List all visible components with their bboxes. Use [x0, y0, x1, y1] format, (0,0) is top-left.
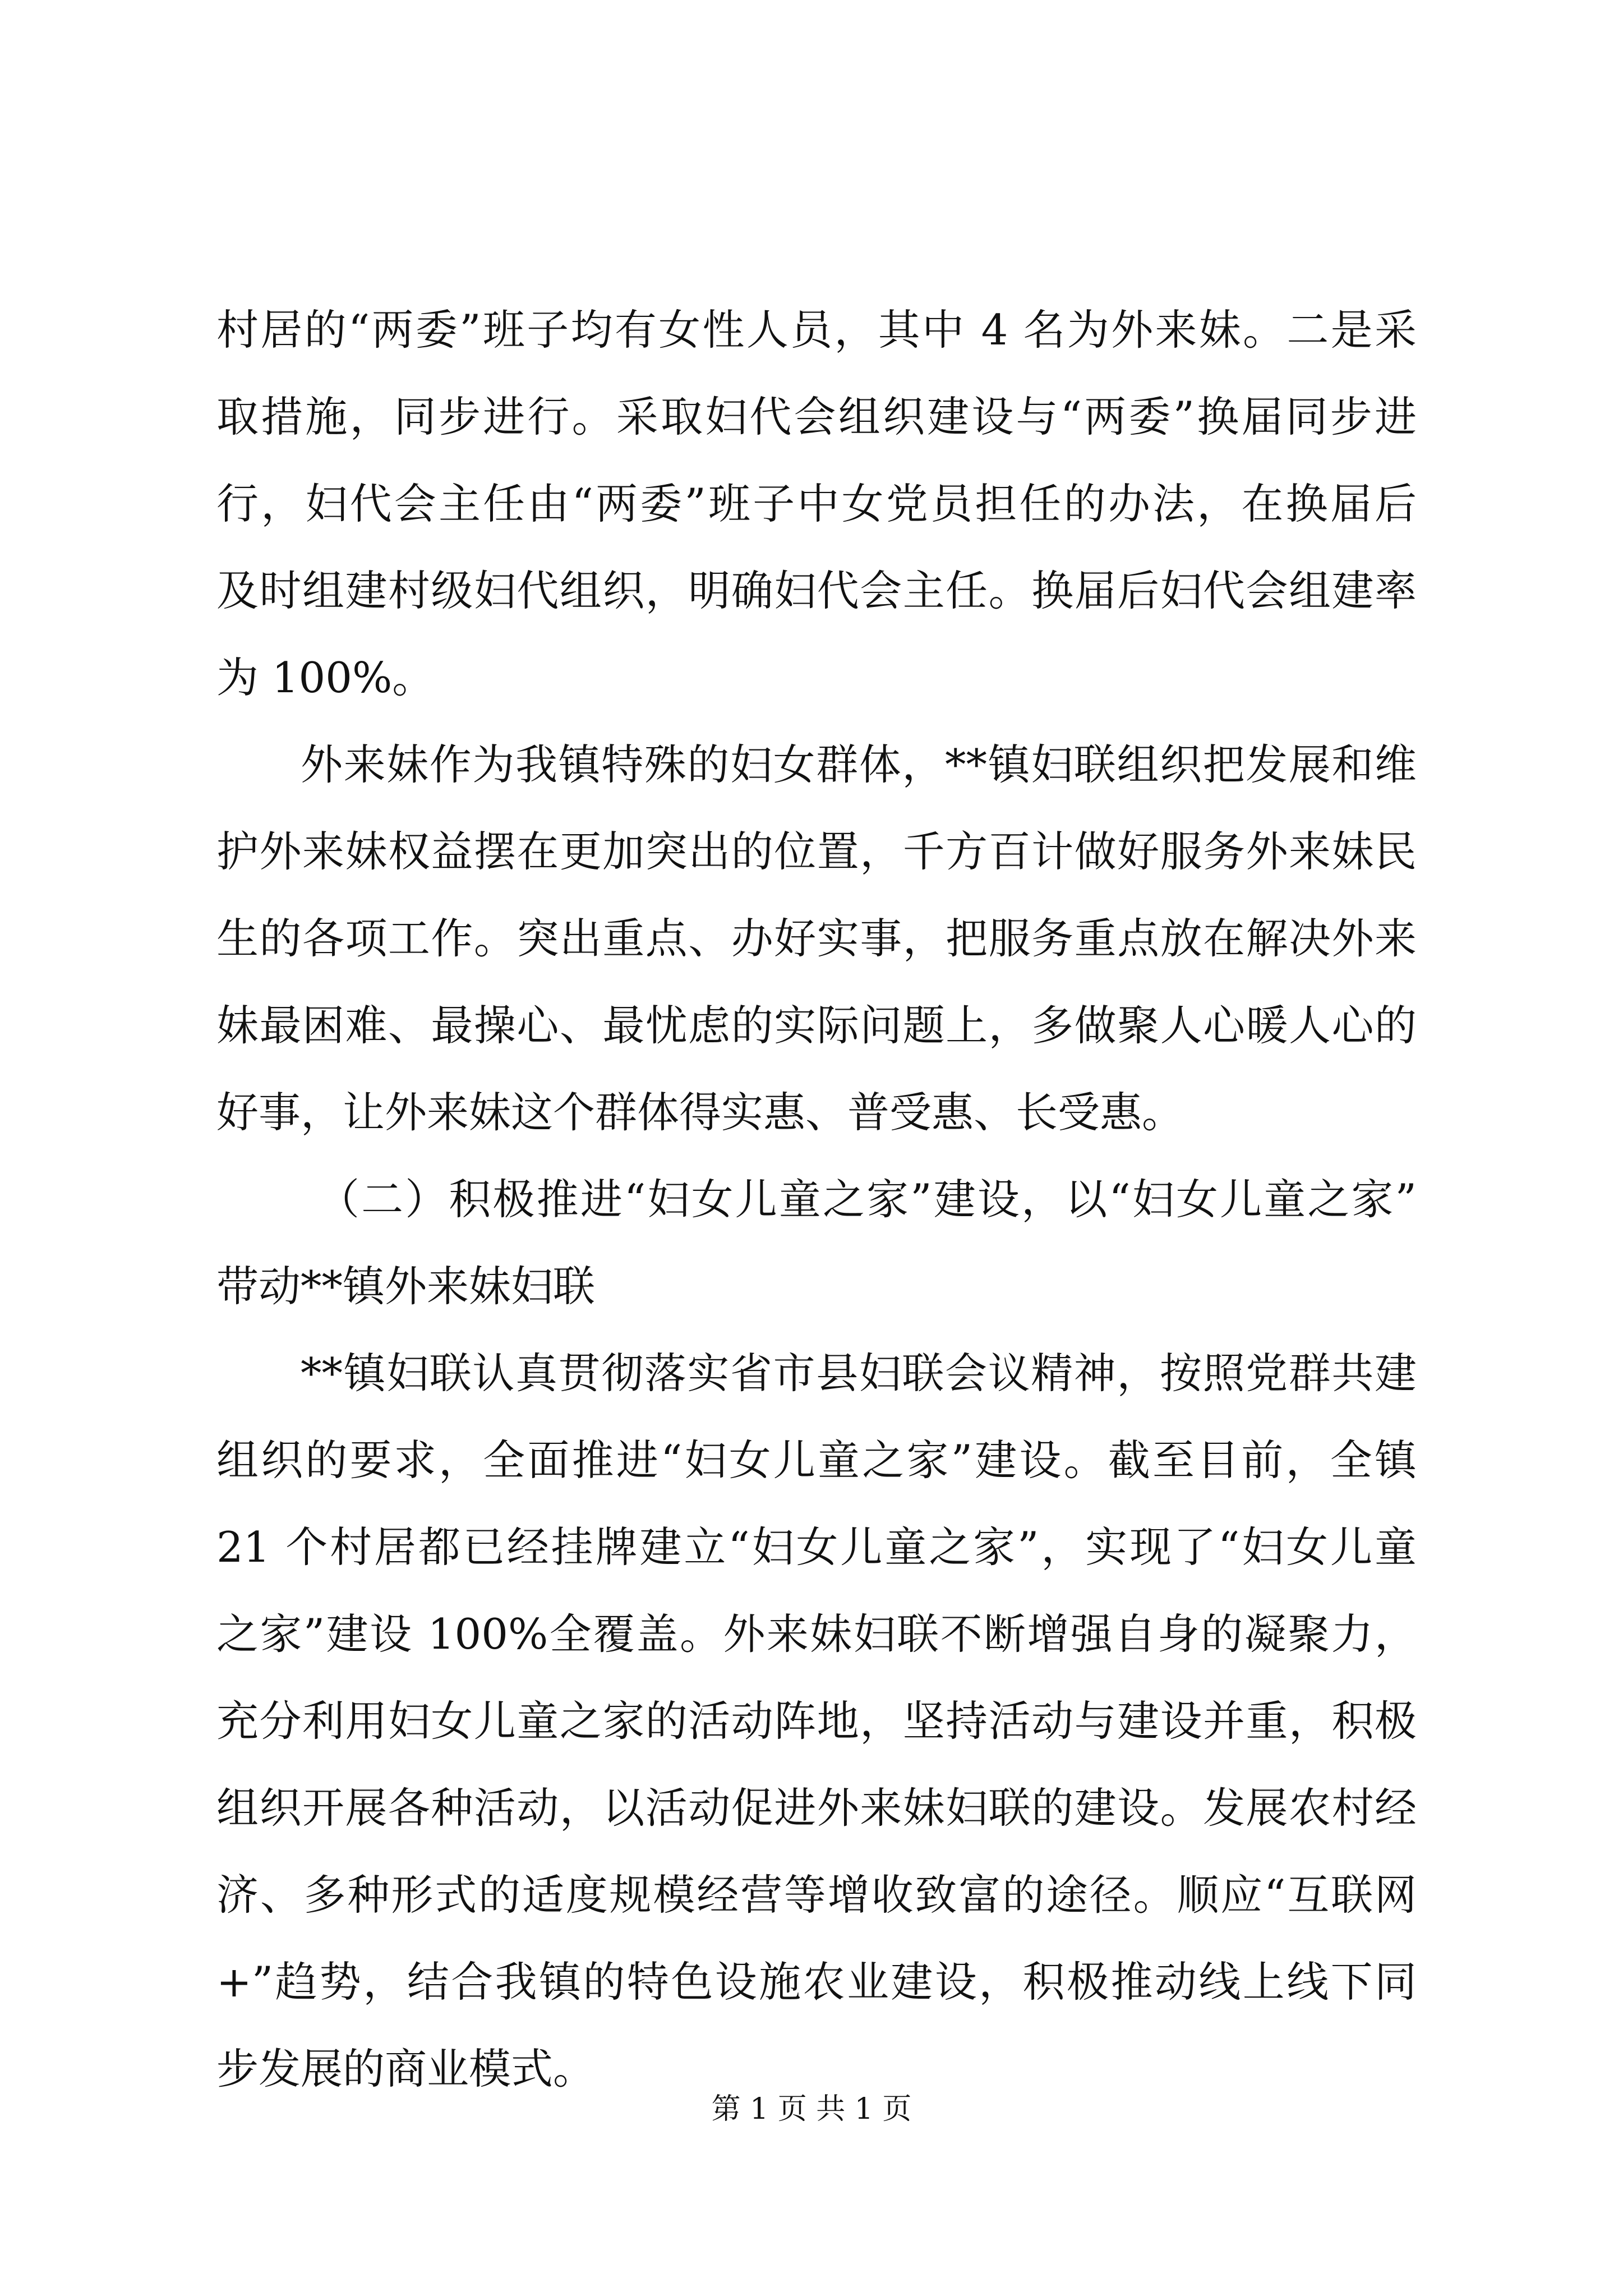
section-heading: 带动**镇外来妹妇联 — [216, 1262, 596, 1311]
paragraph-line: 组织的要求，全面推进“妇女儿童之家”建设。截至目前，全镇 — [216, 1435, 1417, 1485]
paragraph-line: 生的各项工作。突出重点、办好实事，把服务重点放在解决外来 — [216, 914, 1417, 963]
paragraph-line: 护外来妹权益摆在更加突出的位置，千方百计做好服务外来妹民 — [216, 827, 1417, 876]
paragraph-line: 外来妹作为我镇特殊的妇女群体，**镇妇联组织把发展和维 — [301, 740, 1417, 789]
paragraph-line: 之家”建设 100%全覆盖。外来妹妇联不断增强自身的凝聚力， — [216, 1609, 1417, 1659]
paragraph-line: 步发展的商业模式。 — [216, 2044, 596, 2093]
paragraph-line: +”趋势，结合我镇的特色设施农业建设，积极推动线上线下同 — [216, 1957, 1417, 2007]
paragraph-line: 充分利用妇女儿童之家的活动阵地，坚持活动与建设并重，积极 — [216, 1696, 1417, 1746]
paragraph-line: 济、多种形式的适度规模经营等增收致富的途径。顺应“互联网 — [216, 1870, 1417, 1920]
paragraph-line: 组织开展各种活动，以活动促进外来妹妇联的建设。发展农村经 — [216, 1783, 1417, 1833]
page-footer: 第 1 页 共 1 页 — [711, 2092, 912, 2126]
paragraph-line: 取措施，同步进行。采取妇代会组织建设与“两委”换届同步进 — [216, 392, 1417, 441]
paragraph-line: 村居的“两委”班子均有女性人员，其中 4 名为外来妹。二是采 — [216, 305, 1417, 355]
paragraph-line: 及时组建村级妇代组织，明确妇代会主任。换届后妇代会组建率 — [216, 566, 1417, 615]
paragraph-line: 为 100%。 — [216, 653, 435, 702]
paragraph-line: 行，妇代会主任由“两委”班子中女党员担任的办法，在换届后 — [216, 479, 1417, 528]
paragraph-line: 妹最困难、最操心、最忧虑的实际问题上，多做聚人心暖人心的 — [216, 1001, 1417, 1050]
section-heading: （二）积极推进“妇女儿童之家”建设，以“妇女儿童之家” — [317, 1175, 1417, 1224]
paragraph-line: **镇妇联认真贯彻落实省市县妇联会议精神，按照党群共建 — [301, 1349, 1417, 1398]
paragraph-line: 好事，让外来妹这个群体得实惠、普受惠、长受惠。 — [216, 1088, 1184, 1137]
paragraph-line: 21 个村居都已经挂牌建立“妇女儿童之家”，实现了“妇女儿童 — [216, 1522, 1417, 1572]
